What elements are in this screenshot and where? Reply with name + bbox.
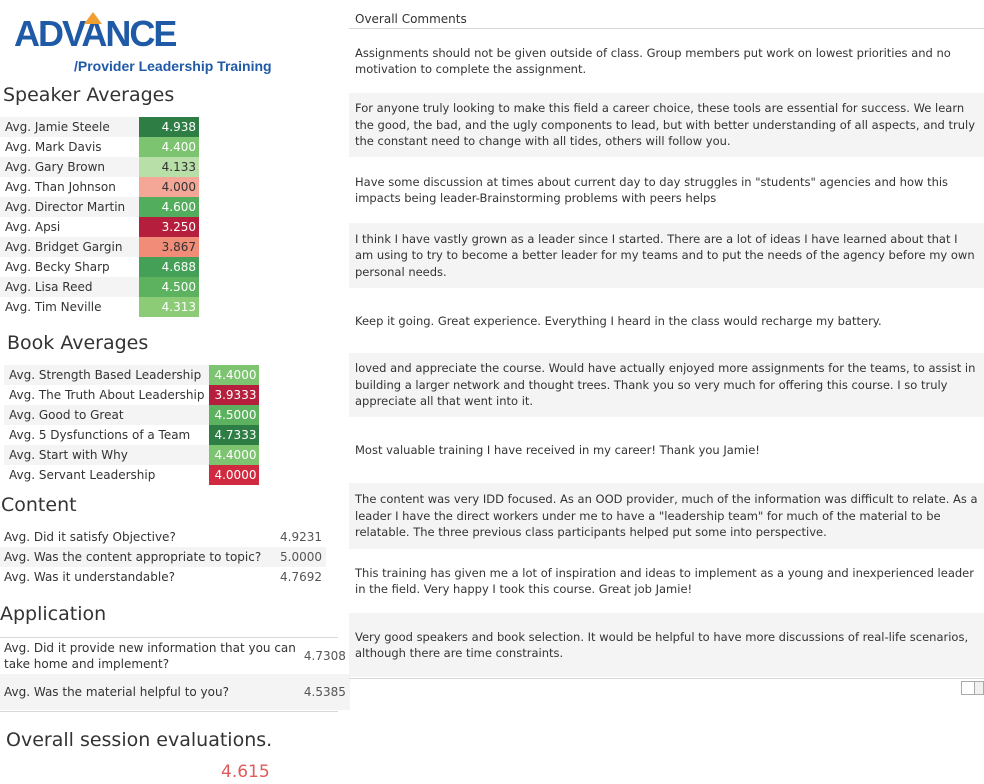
content-label: Avg. Did it satisfy Objective? bbox=[4, 530, 176, 544]
speaker-score: 4.500 bbox=[139, 277, 199, 297]
content-value: 4.9231 bbox=[280, 530, 322, 544]
comment-item: Keep it going. Great experience. Everything I heard in the class would recharge my battery. bbox=[355, 313, 882, 328]
logo-subtitle: /Provider Leadership Training bbox=[74, 58, 272, 74]
content-label: Avg. Was it understandable? bbox=[4, 570, 175, 584]
speaker-score: 4.938 bbox=[139, 117, 199, 137]
application-table bbox=[0, 638, 350, 710]
speaker-label: Avg. Lisa Reed bbox=[0, 277, 139, 297]
logo-caret-icon bbox=[84, 12, 102, 24]
book-label: Avg. 5 Dysfunctions of a Team bbox=[9, 428, 191, 442]
table-row bbox=[0, 157, 199, 177]
content-label: Avg. Was the content appropriate to topic? bbox=[0, 547, 274, 567]
speaker-score: 4.133 bbox=[139, 157, 199, 177]
speaker-label: Avg. Apsi bbox=[5, 220, 61, 234]
speaker-score: 3.250 bbox=[139, 217, 199, 237]
comments-bottom-divider bbox=[349, 678, 984, 679]
book-label: Avg. Servant Leadership bbox=[9, 468, 156, 482]
speaker-label: Avg. Than Johnson bbox=[5, 180, 116, 194]
speaker-score: 4.313 bbox=[139, 297, 199, 317]
overall-value: 4.615 bbox=[221, 762, 270, 782]
table-row bbox=[0, 547, 326, 567]
speaker-score: 4.000 bbox=[139, 177, 199, 197]
book-score: 3.9333 bbox=[209, 385, 259, 405]
book-score: 4.4000 bbox=[209, 365, 259, 385]
table-row bbox=[0, 237, 199, 257]
speaker-label: Avg. Jamie Steele bbox=[0, 117, 139, 137]
speaker-score: 4.400 bbox=[139, 137, 199, 157]
application-value: 4.5385 bbox=[300, 674, 350, 710]
table-row bbox=[0, 137, 199, 157]
table-row bbox=[0, 297, 199, 317]
content-title: Content bbox=[1, 494, 77, 516]
table-row bbox=[4, 465, 259, 485]
scrollbar-handle[interactable] bbox=[961, 681, 975, 695]
speaker-label: Avg. Gary Brown bbox=[0, 157, 139, 177]
comment-item: Assignments should not be given outside of class. Group members put work on lowest priorities and no motivation to complete the assignment. bbox=[355, 45, 951, 76]
book-label: Avg. Good to Great bbox=[4, 405, 209, 425]
table-row bbox=[0, 257, 199, 277]
content-value: 4.7692 bbox=[280, 570, 322, 584]
logo-advance: ADVANCE bbox=[14, 13, 176, 54]
table-row bbox=[4, 385, 259, 405]
table-row bbox=[0, 117, 199, 137]
comment-item: Most valuable training I have received in my career! Thank you Jamie! bbox=[355, 442, 760, 457]
comments-header-divider bbox=[349, 28, 984, 29]
speaker-averages-table bbox=[0, 117, 199, 317]
speaker-averages-title: Speaker Averages bbox=[3, 84, 175, 106]
table-row bbox=[4, 445, 259, 465]
comment-item: For anyone truly looking to make this field a career choice, these tools are essential for success. We learn the good, the bad, and the ugly components to lead, but with better understanding of all aspects, and truly the constant need to change with all tides, others will follow you. bbox=[349, 93, 984, 157]
speaker-score: 3.867 bbox=[139, 237, 199, 257]
table-row bbox=[0, 638, 350, 674]
comment-item: The content was very IDD focused. As an OOD provider, much of the information was difficult to relate. As a leader I have the direct workers under me to have a "leadership team" for much of the material to be relatable. The three previous class participants helped put some into perspective. bbox=[349, 483, 984, 549]
book-label: Avg. The Truth About Leadership bbox=[9, 388, 205, 402]
book-label: Avg. Strength Based Leadership bbox=[4, 365, 209, 385]
content-table bbox=[0, 527, 326, 587]
book-averages-title: Book Averages bbox=[7, 332, 149, 354]
overall-comments-title: Overall Comments bbox=[355, 12, 467, 26]
application-bottom-divider bbox=[0, 711, 338, 712]
table-row bbox=[0, 277, 199, 297]
book-score: 4.0000 bbox=[209, 465, 259, 485]
speaker-label: Avg. Mark Davis bbox=[5, 140, 102, 154]
speaker-label: Avg. Becky Sharp bbox=[5, 260, 110, 274]
application-value: 4.7308 bbox=[303, 649, 346, 663]
table-row bbox=[4, 405, 259, 425]
comment-item: I think I have vastly grown as a leader since I started. There are a lot of ideas I have learned about that I am using to try to become a better leader for my teams and to put the needs of the agency before my own personal needs. bbox=[349, 223, 984, 288]
comment-item: Have some discussion at times about current day to day struggles in "students" agencies and how this impacts being leader-Brainstorming problems with peers helps bbox=[355, 174, 949, 205]
comment-item: This training has given me a lot of inspiration and ideas to implement as a young and inexperienced leader in the field. Very happy I took this course. Great job Jamie! bbox=[355, 565, 974, 596]
book-averages-table bbox=[4, 365, 259, 485]
book-score: 4.4000 bbox=[209, 445, 259, 465]
book-score: 4.5000 bbox=[209, 405, 259, 425]
speaker-score: 4.688 bbox=[139, 257, 199, 277]
table-row bbox=[4, 365, 259, 385]
content-value: 5.0000 bbox=[274, 547, 326, 567]
table-row bbox=[0, 567, 326, 587]
scrollbar-track[interactable] bbox=[975, 681, 984, 695]
table-row bbox=[0, 217, 199, 237]
table-row bbox=[0, 177, 199, 197]
comment-item: loved and appreciate the course. Would have actually enjoyed more assignments for the teams, to assist in building a larger network and thought trees. Thank you so very much for offering this course. I so truly appreciate all that went into it. bbox=[349, 353, 984, 417]
table-row bbox=[4, 425, 259, 445]
application-title: Application bbox=[0, 603, 107, 625]
speaker-score: 4.600 bbox=[139, 197, 199, 217]
speaker-label: Avg. Bridget Gargin bbox=[0, 237, 139, 257]
application-label: Avg. Did it provide new information that you can take home and implement? bbox=[4, 641, 296, 671]
comment-item: Very good speakers and book selection. It would be helpful to have more discussions of real-life scenarios, although there are time constraints. bbox=[349, 613, 984, 677]
speaker-label: Avg. Tim Neville bbox=[5, 300, 102, 314]
speaker-label: Avg. Director Martin bbox=[0, 197, 139, 217]
table-row bbox=[0, 674, 350, 710]
application-label: Avg. Was the material helpful to you? bbox=[0, 674, 300, 710]
book-label: Avg. Start with Why bbox=[4, 445, 209, 465]
table-row bbox=[0, 197, 199, 217]
overall-title: Overall session evaluations. bbox=[6, 729, 273, 751]
book-score: 4.7333 bbox=[209, 425, 259, 445]
table-row bbox=[0, 527, 326, 547]
